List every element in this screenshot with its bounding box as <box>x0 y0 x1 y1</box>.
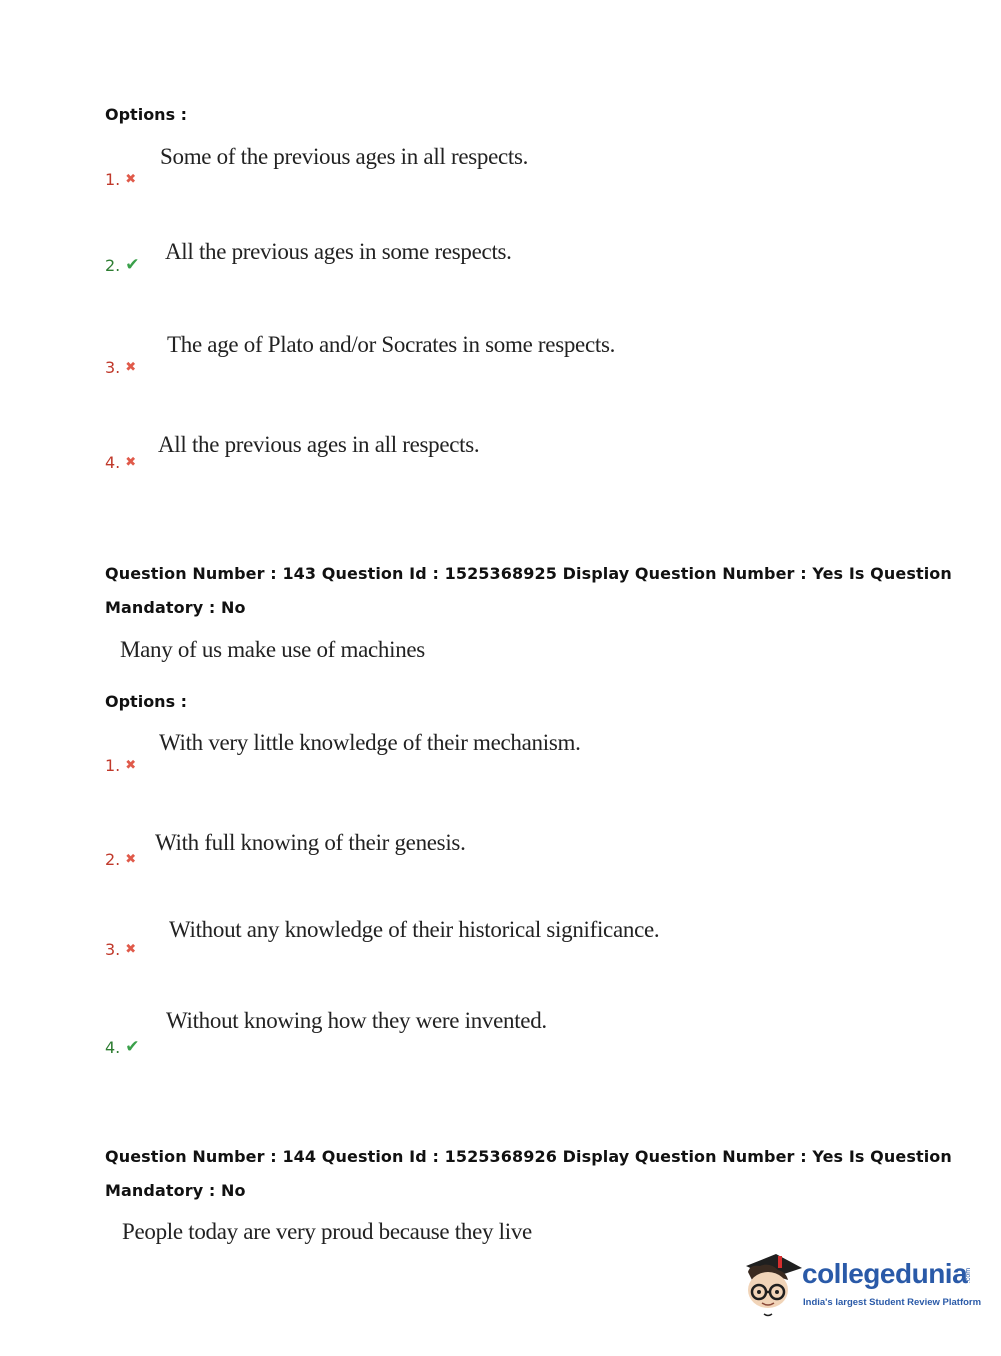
option-number-text: 1. <box>105 756 121 775</box>
check-icon: ✔ <box>125 1037 140 1057</box>
option-2-number <box>105 850 136 869</box>
option-number-text: 3. <box>105 940 121 959</box>
cross-icon: ✖ <box>125 455 137 470</box>
collegedunia-logo <box>742 1250 982 1320</box>
option-2-number <box>105 256 140 275</box>
option-2-text: All the previous ages in some respects. <box>165 239 512 264</box>
option-4-text: All the previous ages in all respects. <box>158 432 480 457</box>
logo-suffix: .com <box>965 1267 973 1284</box>
cross-icon: ✖ <box>125 360 137 375</box>
option-3-text: Without any knowledge of their historical significance. <box>169 917 660 942</box>
option-3-text: The age of Plato and/or Socrates in some respects. <box>167 332 616 357</box>
cross-icon: ✖ <box>125 758 137 773</box>
question-143-text: Many of us make use of machines <box>120 637 425 662</box>
mascot-icon <box>742 1250 802 1320</box>
option-4-text: Without knowing how they were invented. <box>166 1008 547 1033</box>
question-144-meta-line1: Question Number : 144 Question Id : 1525368926 Display Question Number : Yes Is Question <box>105 1147 952 1166</box>
question-143-meta-line2: Mandatory : No <box>105 598 246 617</box>
option-number-text: 2. <box>105 850 121 869</box>
option-1-number <box>105 756 136 775</box>
option-1-number <box>105 170 136 189</box>
option-number-text: 1. <box>105 170 121 189</box>
cross-icon: ✖ <box>125 852 137 867</box>
check-icon: ✔ <box>125 255 140 275</box>
options-label: Options : <box>105 105 188 124</box>
option-number-text: 2. <box>105 256 121 275</box>
question-144-text: People today are very proud because they live <box>122 1219 532 1244</box>
option-1-text: With very little knowledge of their mechanism. <box>159 730 581 755</box>
option-3-number <box>105 940 136 959</box>
option-number-text: 4. <box>105 453 121 472</box>
option-1-text: Some of the previous ages in all respects. <box>160 144 529 169</box>
logo-wordmark: collegedunia <box>802 1258 968 1289</box>
question-143-meta-line1: Question Number : 143 Question Id : 1525368925 Display Question Number : Yes Is Question <box>105 564 952 583</box>
option-3-number <box>105 358 136 377</box>
option-4-number <box>105 453 136 472</box>
option-number-text: 4. <box>105 1038 121 1057</box>
options-label: Options : <box>105 692 188 711</box>
option-4-number <box>105 1038 140 1057</box>
option-number-text: 3. <box>105 358 121 377</box>
logo-tagline: India's largest Student Review Platform <box>803 1297 982 1308</box>
question-144-meta-line2: Mandatory : No <box>105 1181 246 1200</box>
cross-icon: ✖ <box>125 942 137 957</box>
cross-icon: ✖ <box>125 172 137 187</box>
option-2-text: With full knowing of their genesis. <box>155 830 466 855</box>
